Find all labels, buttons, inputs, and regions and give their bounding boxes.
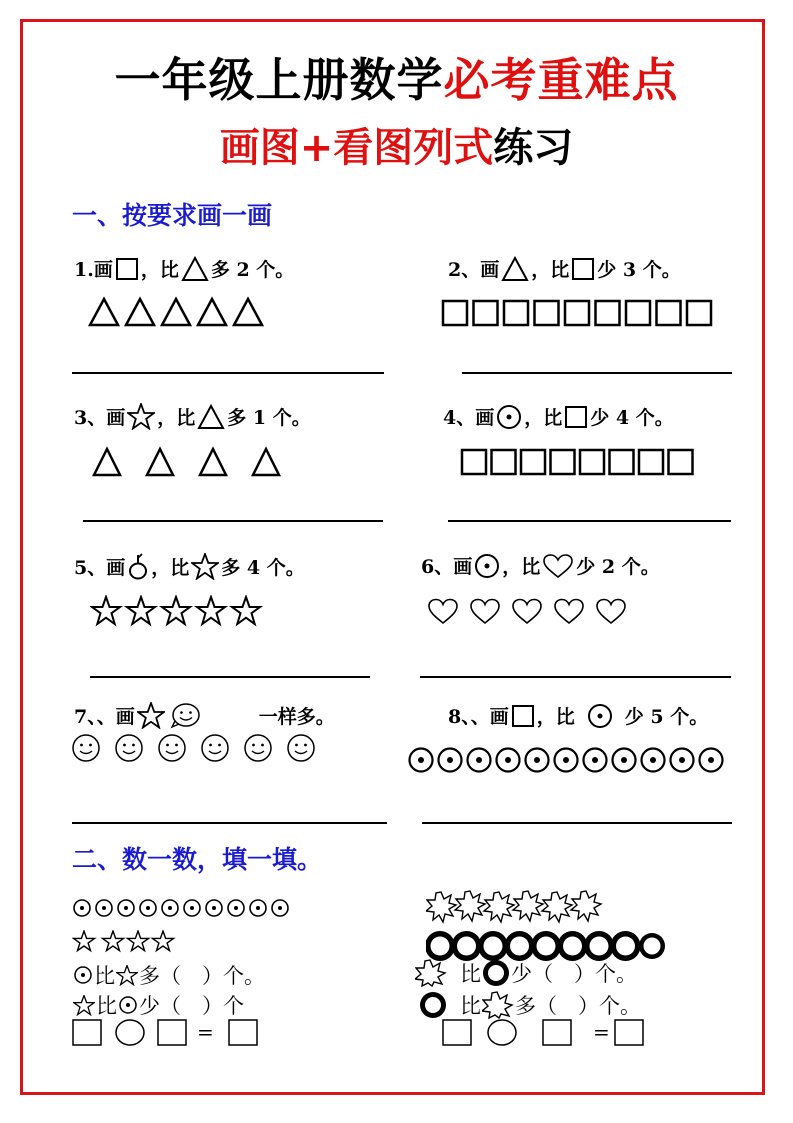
left-compare-1-mid: 比 [94,964,115,988]
square-icon [521,450,545,474]
triangle-icon [501,256,529,282]
q4-suffix: 少 4 个。 [590,407,674,429]
answer-line-2[interactable] [462,372,732,374]
right-compare-1-mid: 比 [460,962,481,986]
q2-mid: ，比 [531,259,570,281]
q1-suffix: 多 2 个。 [210,259,295,281]
answer-line-5[interactable] [90,676,370,678]
question-8 [448,702,708,729]
square-icon [462,450,486,474]
left-stars-row [72,930,182,954]
triangle-icon [94,449,120,475]
smiley-icon [116,735,142,761]
star-icon [92,597,120,624]
dot-circle-icon [613,749,636,772]
subtitle-black-part: 练习 [493,125,574,171]
star-icon [153,931,174,951]
q5-prefix: 5、画 [74,556,126,579]
triangle-icon [126,299,154,325]
dot-circle-icon [700,749,723,772]
square-icon [639,450,663,474]
q7-prefix: 7、、画 [74,706,135,728]
square-icon [565,301,589,325]
star-icon [127,403,155,430]
star-icon [137,702,165,729]
dot-circle-icon [162,900,178,916]
right-bursts-row [426,890,606,924]
q8-mid: ，比 [536,706,575,728]
dot-circle-icon [184,900,200,916]
right-compare-line-1 [414,958,637,988]
left-compare-2-suffix: 少（ ）个 [139,994,244,1018]
blank-box [229,1020,257,1045]
square-icon [669,450,693,474]
blank-box [615,1020,643,1045]
q4-prefix: 4、画 [443,407,495,429]
star-icon [191,553,219,580]
dot-circle-icon [468,749,491,772]
dot-circle-icon [272,900,288,916]
smiley-icon [73,735,99,761]
q3-suffix: 多 1 个。 [227,407,311,429]
left-compare-1-suffix: 多（ ）个。 [139,964,265,988]
sun-icon [482,959,510,987]
heart-icon [429,600,457,624]
sun-icon [478,931,508,961]
right-compare-2-mid: 比 [460,994,481,1018]
square-icon [657,301,681,325]
left-compare-line-2 [72,990,244,1020]
blank-box [73,1020,101,1045]
dot-circle-icon [118,995,138,1015]
dot-circle-icon [96,900,112,916]
answer-line-1[interactable] [72,372,384,374]
dot-circle-icon [118,900,134,916]
square-icon [492,450,516,474]
answer-line-8[interactable] [422,822,732,824]
square-icon [564,405,588,429]
star-icon [127,597,155,624]
square-icon [443,301,467,325]
q7-given-row [71,733,321,763]
dot-circle-icon [474,553,500,579]
dot-circle-icon [497,749,520,772]
question-1 [74,255,294,282]
triangle-icon [90,299,118,325]
starburst-icon [484,892,514,922]
section-2-heading: 二、数一数，填一填。 [72,845,323,874]
triangle-icon [253,449,279,475]
question-6 [421,552,660,579]
title-red-part: 必考重难点 [443,53,679,107]
square-icon [115,257,139,281]
sun-icon [452,931,482,961]
q7-suffix: 一样多。 [258,706,335,728]
q3-mid: ，比 [157,407,196,429]
left-equation-row [72,1018,262,1048]
right-compare-line-2 [418,990,641,1020]
left-compare-2-mid: 比 [96,994,117,1018]
q6-prefix: 6、画 [421,556,473,578]
answer-line-7[interactable] [72,822,387,824]
dot-circle-icon [584,749,607,772]
sun-icon [531,931,561,961]
dot-circle-icon [74,900,90,916]
sun-icon [426,931,455,961]
operator-circle [116,1020,144,1045]
question-5 [74,552,305,580]
smiley-icon [159,735,185,761]
q8-prefix: 8、、画 [448,706,509,728]
star-icon [197,597,225,624]
dot-circle-icon [439,749,462,772]
answer-line-3[interactable] [83,520,383,522]
dot-circle-icon [671,749,694,772]
sun-icon [505,931,535,961]
triangle-icon [234,299,262,325]
heart-icon [542,553,574,579]
dot-circle-icon [206,900,222,916]
section-1-heading: 一、按要求画一画 [72,201,273,230]
q6-mid: ，比 [502,556,541,578]
q5-suffix: 多 4 个。 [221,556,305,579]
operator-circle [488,1020,516,1045]
left-equals-sign: = [197,1020,214,1044]
dot-circle-icon [410,749,433,772]
triangle-icon [181,256,209,282]
q1-prefix: 1.画 [74,259,113,281]
starburst-icon [426,892,456,922]
square-icon [610,450,634,474]
left-compare-line-1 [72,960,265,990]
heart-icon [597,600,625,624]
q5-given-row [90,595,268,627]
dot-circle-icon [73,965,93,985]
right-equals-sign: = [593,1020,610,1044]
q2-prefix: 2、画 [448,259,500,281]
square-icon [511,704,535,728]
sun-icon [558,931,588,961]
blank-box [158,1020,186,1045]
square-icon [551,450,575,474]
question-2 [448,255,681,282]
starburst-icon [415,959,447,987]
triangle-icon [147,449,173,475]
dot-circle-icon [496,404,522,430]
page-subtitle [0,116,793,173]
q8-given-row [407,745,727,775]
dot-circle-icon [587,703,613,729]
starburst-icon [482,991,514,1019]
dot-circle-icon [526,749,549,772]
title-black-part: 一年级上册数学 [114,53,444,107]
star-icon [232,597,260,624]
smiley-icon [202,735,228,761]
question-4 [443,403,674,430]
dot-circle-icon [140,900,156,916]
answer-line-6[interactable] [420,676,731,678]
smiley-icon [288,735,314,761]
q6-given-row [427,596,637,626]
q4-mid: ，比 [524,407,563,429]
square-icon [535,301,559,325]
heart-icon [513,600,541,624]
subtitle-red-part: 画图+看图列式 [219,125,494,171]
star-icon [73,995,95,1016]
question-7 [74,702,335,729]
star-icon [128,931,149,951]
left-circles-row [72,897,297,919]
star-icon [103,931,124,951]
page-title [0,44,793,110]
q2-suffix: 少 3 个。 [597,259,681,281]
q3-given-row [92,446,287,478]
q1-mid: ，比 [140,259,179,281]
sun-icon [584,931,614,961]
starburst-icon [571,891,601,921]
square-icon [504,301,528,325]
star-icon [162,597,190,624]
blank-box [443,1020,471,1045]
dot-circle-icon [228,900,244,916]
q2-given-row [441,298,716,328]
heart-icon [471,600,499,624]
star-icon [74,931,95,951]
starburst-icon [542,892,572,922]
triangle-icon [197,404,225,430]
smiley-icon [245,735,271,761]
blank-box [543,1020,571,1045]
q4-given-row [460,447,700,477]
smiley-icon [169,703,201,729]
right-compare-2-suffix: 多（ ）个。 [515,994,641,1018]
question-3 [74,403,311,430]
starburst-icon [513,891,543,921]
right-compare-1-suffix: 少（ ）个。 [511,962,637,986]
square-icon [687,301,711,325]
answer-line-4[interactable] [448,520,731,522]
q8-suffix: 少 5 个。 [624,706,709,728]
q6-suffix: 少 2 个。 [576,556,660,578]
starburst-icon [455,891,485,921]
triangle-icon [198,299,226,325]
apple-icon [127,552,149,580]
sun-icon [419,991,447,1019]
dot-circle-icon [642,749,665,772]
q5-mid: ，比 [151,556,190,579]
heart-icon [555,600,583,624]
square-icon [596,301,620,325]
sun-icon [639,933,665,959]
q1-given-row [88,296,268,328]
q3-prefix: 3、画 [74,407,126,429]
square-icon [580,450,604,474]
triangle-icon [162,299,190,325]
star-icon [116,965,138,986]
sun-icon [611,931,641,961]
dot-circle-icon [555,749,578,772]
triangle-icon [200,449,226,475]
square-icon [474,301,498,325]
dot-circle-icon [250,900,266,916]
square-icon [626,301,650,325]
square-icon [571,257,595,281]
right-equation-row [442,1018,647,1048]
